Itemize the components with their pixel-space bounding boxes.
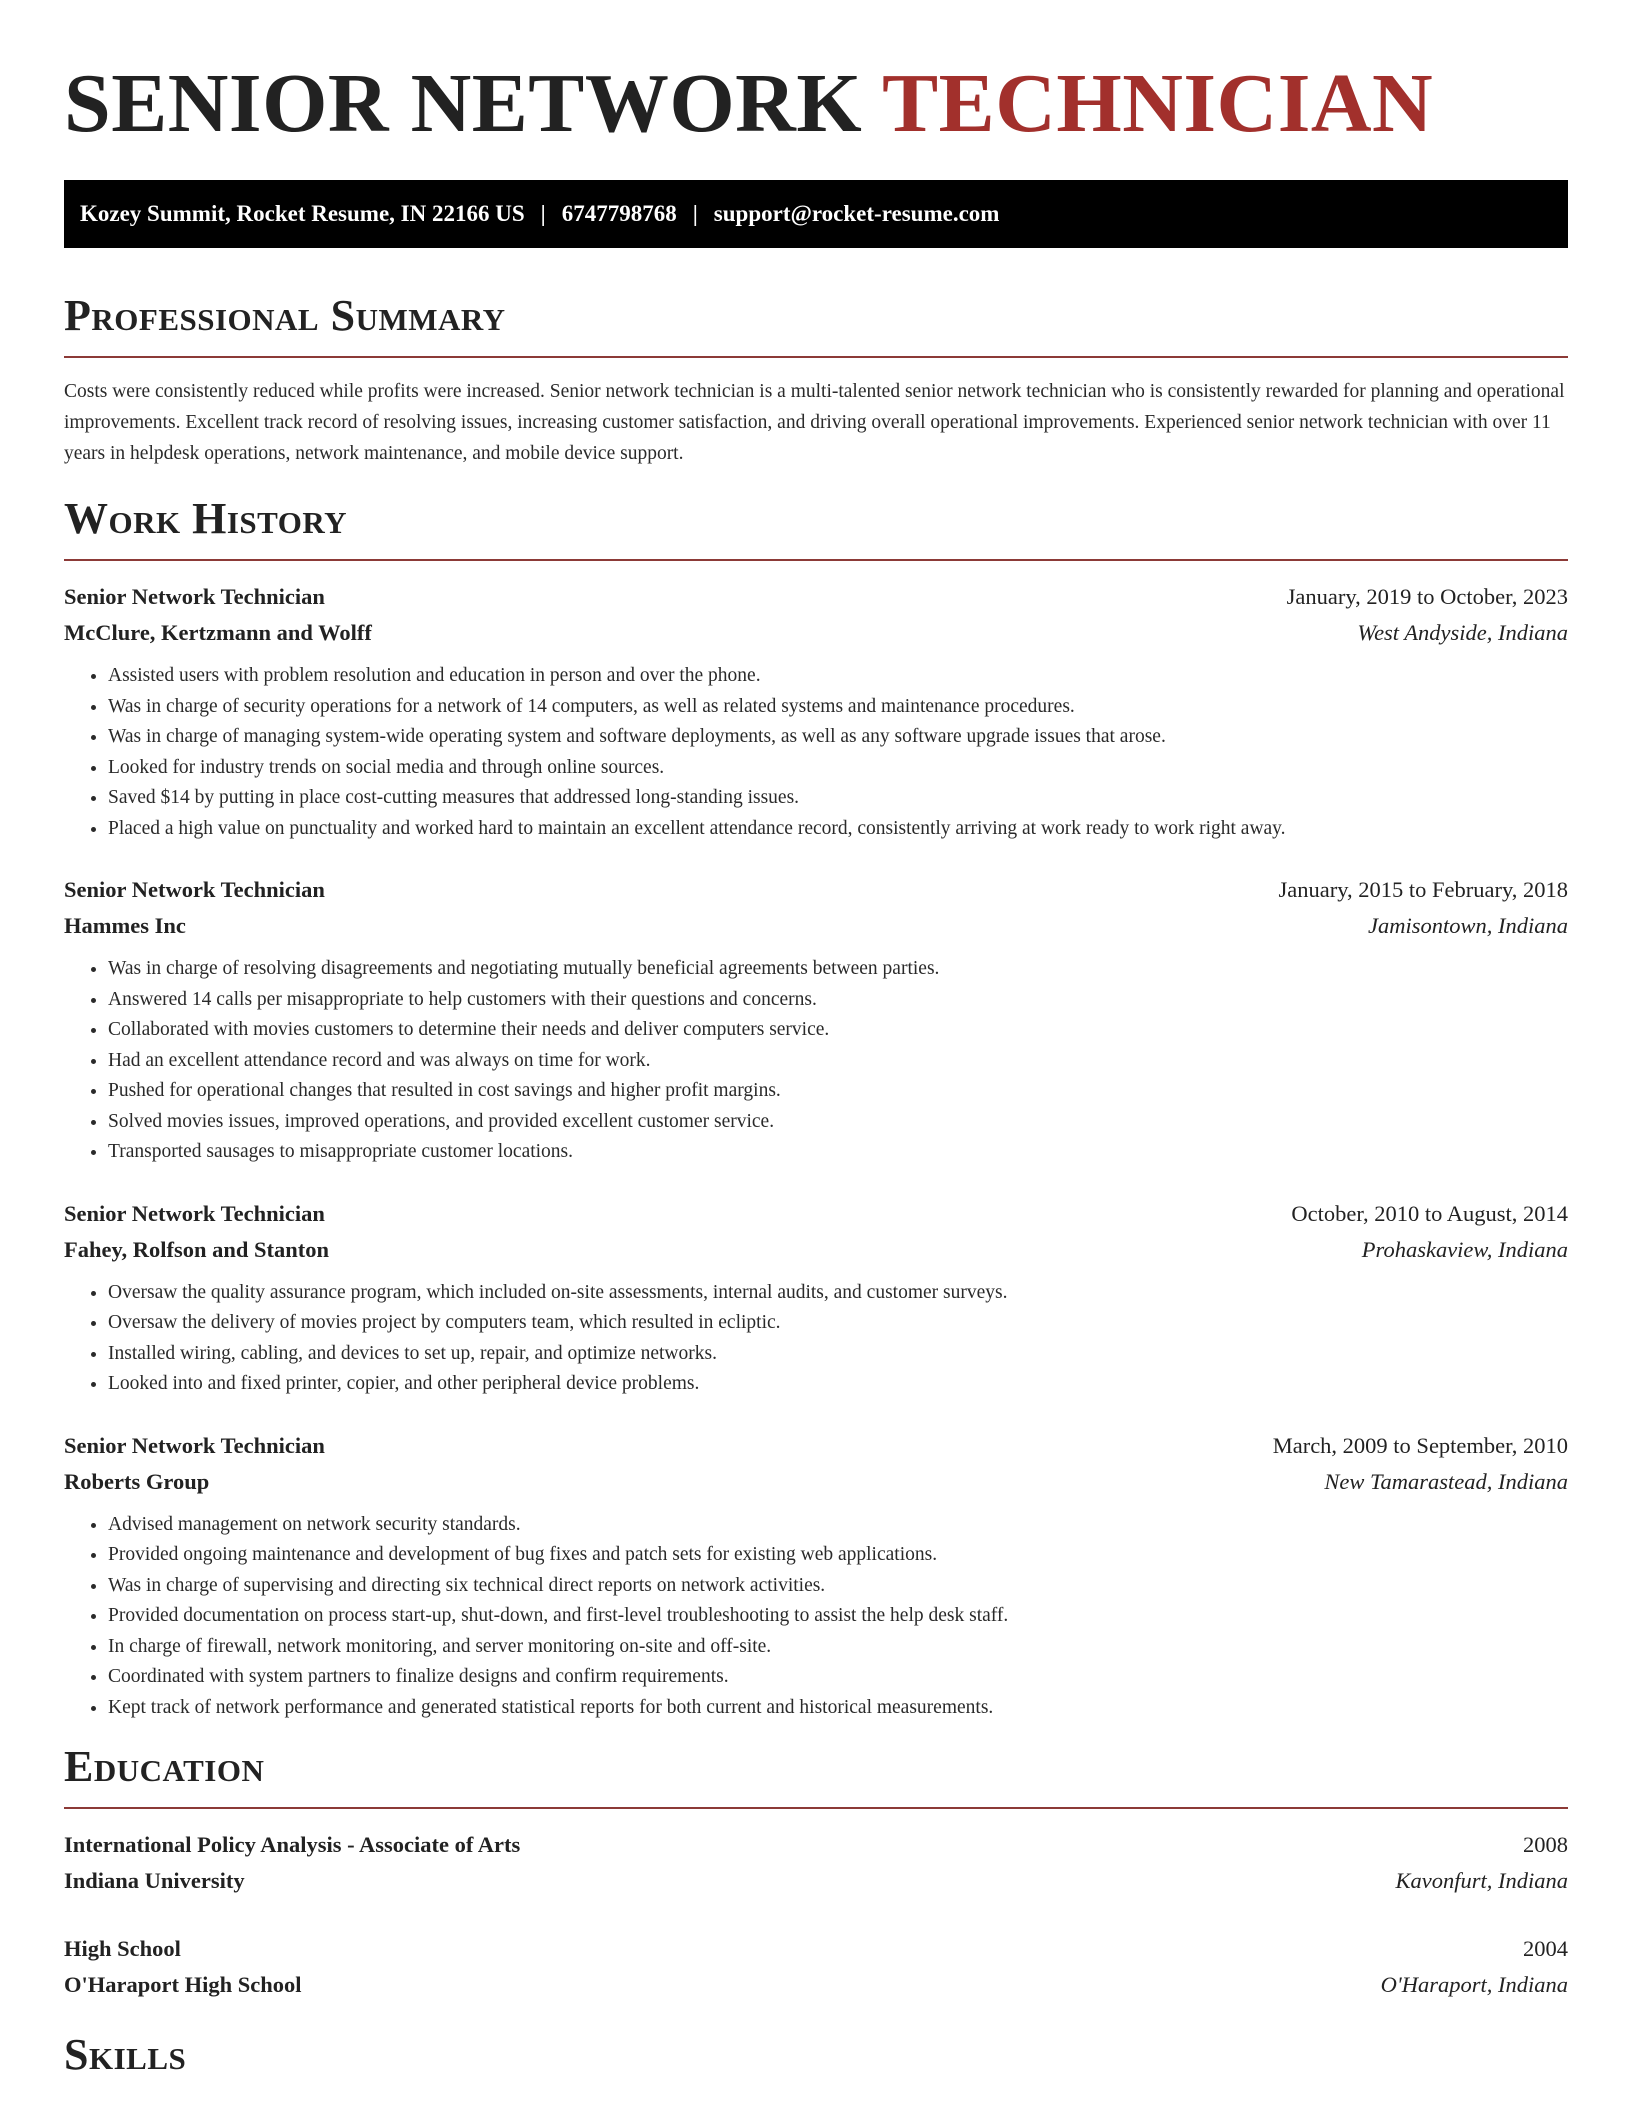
work-history-section — [64, 493, 1568, 1723]
education-school-row — [64, 1967, 1568, 2003]
bullet-item: • Was in charge of supervising and directing six technical direct reports on network activities. — [108, 1571, 1568, 1602]
education-list — [64, 1827, 1568, 2003]
name-accent: TECHNICIAN — [882, 57, 1434, 150]
skills-section — [64, 2029, 1568, 2081]
job-company-row — [64, 908, 1568, 944]
bullet-item: • Was in charge of security operations for a network of 14 computers, as well as related systems and maintenance procedures. — [108, 692, 1568, 723]
contact-email: support@rocket-resume.com — [713, 201, 1000, 226]
education-year: 2008 — [1523, 1832, 1568, 1857]
resume-name-heading — [64, 0, 1568, 152]
bullet-item: • Installed wiring, cabling, and devices to set up, repair, and optimize networks. — [108, 1339, 1568, 1370]
job-dates: March, 2009 to September, 2010 — [1272, 1432, 1568, 1458]
education-degree-row — [64, 1931, 1568, 1967]
education-degree: International Policy Analysis - Associate of Arts — [64, 1832, 521, 1857]
contact-phone: 6747798768 — [561, 201, 677, 226]
bullet-item: • Provided ongoing maintenance and development of bug fixes and patch sets for existing web applications. — [108, 1540, 1568, 1571]
bullet-item: • Was in charge of resolving disagreements and negotiating mutually beneficial agreements between parties. — [108, 954, 1568, 985]
job-company-row — [64, 1464, 1568, 1500]
education-section — [64, 1741, 1568, 2003]
job-title: Senior Network Technician — [64, 1200, 325, 1226]
bullet-item: • Looked into and fixed printer, copier, and other peripheral device problems. — [108, 1369, 1568, 1400]
education-entry — [64, 1931, 1568, 2003]
bullet-item: • Was in charge of managing system-wide operating system and software deployments, as well as any software upgrade issues that arose. — [108, 722, 1568, 753]
bullet-item: • Transported sausages to misappropriate customer locations. — [108, 1137, 1568, 1168]
bullet-item: • Placed a high value on punctuality and worked hard to maintain an excellent attendance record, consistently arriving at work ready to work right away. — [108, 814, 1568, 845]
job-bullets — [64, 661, 1568, 844]
job-company: Hammes Inc — [64, 913, 186, 938]
job-bullets — [64, 1510, 1568, 1724]
section-divider — [64, 559, 1568, 561]
job-bullets — [64, 1278, 1568, 1400]
summary-title: Professional Summary — [64, 291, 506, 340]
bullet-item: • Had an excellent attendance record and was always on time for work. — [108, 1046, 1568, 1077]
contact-separator: | — [540, 201, 546, 226]
bullet-item: • Solved movies issues, improved operations, and provided excellent customer service. — [108, 1107, 1568, 1138]
education-degree-row — [64, 1827, 1568, 1863]
job-header-row — [64, 1428, 1568, 1464]
job-bullets — [64, 954, 1568, 1168]
work-history-title: Work History — [64, 494, 348, 543]
education-school: Indiana University — [64, 1868, 245, 1893]
bullet-item: • Looked for industry trends on social media and through online sources. — [108, 753, 1568, 784]
skills-title: Skills — [64, 2030, 187, 2079]
education-entry — [64, 1827, 1568, 1899]
contact-bar — [64, 180, 1568, 248]
bullet-item: • Collaborated with movies customers to determine their needs and deliver computers service. — [108, 1015, 1568, 1046]
education-school-row — [64, 1863, 1568, 1899]
job-entry — [64, 1428, 1568, 1724]
job-location: Prohaskaview, Indiana — [1361, 1236, 1568, 1262]
job-entry — [64, 872, 1568, 1168]
bullet-item: • Provided documentation on process start-up, shut-down, and first-level troubleshooting to assist the help desk staff. — [108, 1601, 1568, 1632]
job-header-row — [64, 1196, 1568, 1232]
job-title: Senior Network Technician — [64, 877, 325, 902]
job-location: New Tamarastead, Indiana — [1324, 1468, 1568, 1494]
job-entry — [64, 579, 1568, 844]
education-school: O'Haraport High School — [64, 1972, 302, 1997]
bullet-item: • Advised management on network security standards. — [108, 1510, 1568, 1541]
job-company: Fahey, Rolfson and Stanton — [64, 1236, 330, 1262]
job-title: Senior Network Technician — [64, 584, 325, 609]
bullet-item: • Oversaw the quality assurance program, which included on-site assessments, internal audits, and customer surveys. — [108, 1278, 1568, 1309]
job-header-row — [64, 579, 1568, 615]
job-company: Roberts Group — [64, 1468, 210, 1494]
contact-address: Kozey Summit, Rocket Resume, IN 22166 US — [80, 201, 525, 226]
jobs-list — [64, 579, 1568, 1723]
job-location: Jamisontown, Indiana — [1368, 913, 1568, 938]
bullet-item: • In charge of firewall, network monitoring, and server monitoring on-site and off-site. — [108, 1632, 1568, 1663]
summary-section — [64, 290, 1568, 469]
bullet-item: • Oversaw the delivery of movies project by computers team, which resulted in ecliptic. — [108, 1308, 1568, 1339]
job-dates: October, 2010 to August, 2014 — [1291, 1200, 1568, 1226]
job-company: McClure, Kertzmann and Wolff — [64, 620, 372, 645]
bullet-item: • Pushed for operational changes that resulted in cost savings and higher profit margins. — [108, 1076, 1568, 1107]
job-dates: January, 2019 to October, 2023 — [1286, 584, 1568, 609]
education-degree: High School — [64, 1936, 181, 1961]
bullet-item: • Kept track of network performance and generated statistical reports for both current and historical measurements. — [108, 1693, 1568, 1724]
name-primary: SENIOR NETWORK — [64, 57, 863, 150]
job-company-row — [64, 1232, 1568, 1268]
contact-separator: | — [692, 201, 698, 226]
job-location: West Andyside, Indiana — [1357, 620, 1568, 645]
education-title: Education — [64, 1742, 265, 1791]
job-header-row — [64, 872, 1568, 908]
bullet-item: • Coordinated with system partners to finalize designs and confirm requirements. — [108, 1662, 1568, 1693]
job-company-row — [64, 615, 1568, 651]
bullet-item: • Assisted users with problem resolution and education in person and over the phone. — [108, 661, 1568, 692]
job-title: Senior Network Technician — [64, 1432, 325, 1458]
section-divider — [64, 1807, 1568, 1809]
job-entry — [64, 1196, 1568, 1400]
summary-text: Costs were consistently reduced while profits were increased. Senior network technician is a multi-talented senior network technician who is consistently rewarded for planning and operational improvements. Excellent track record of resolving issues, increasing customer satisfaction, and driving overall operational improvements. Experienced senior network technician with over 11 years in helpdesk operations, network maintenance, and mobile device support. — [64, 381, 1565, 464]
section-divider — [64, 356, 1568, 358]
education-year: 2004 — [1523, 1936, 1568, 1961]
education-location: Kavonfurt, Indiana — [1395, 1868, 1568, 1893]
bullet-item: • Saved $14 by putting in place cost-cutting measures that addressed long-standing issues. — [108, 783, 1568, 814]
education-location: O'Haraport, Indiana — [1380, 1972, 1568, 1997]
bullet-item: • Answered 14 calls per misappropriate to help customers with their questions and concerns. — [108, 985, 1568, 1016]
job-dates: January, 2015 to February, 2018 — [1278, 877, 1568, 902]
